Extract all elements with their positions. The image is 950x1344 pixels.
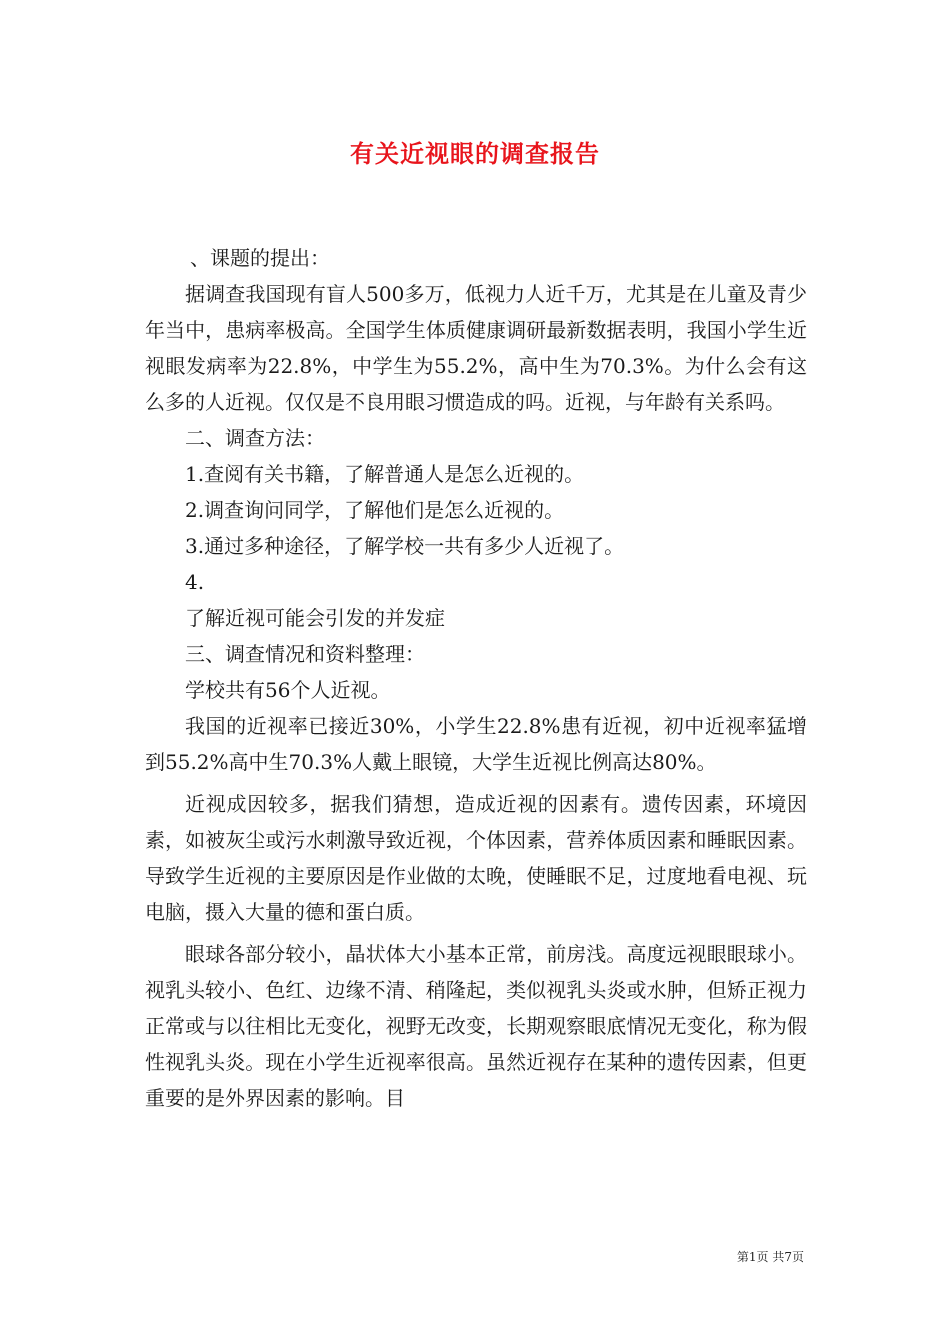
section-heading-1: 、课题的提出： [190,246,330,270]
method-item-2: 2.调查询问同学，了解他们是怎么近视的。 [185,498,565,522]
method-item-4-number: 4. [185,570,205,594]
section-heading-2: 二、调查方法： [185,426,325,450]
paragraph-causes: 近视成因较多，据我们猜想，造成近视的因素有。遗传因素，环境因素，如被灰尘或污水刺激导致近视，个体因素，营养体质因素和睡眠因素。导致学生近视的主要原因是作业做的太晚，使睡眠不足，过度地看电视、玩电脑，摄入大量的德和蛋白质。 [145,792,807,924]
paragraph-school-count: 学校共有56个人近视。 [185,678,391,702]
method-item-4-text: 了解近视可能会引发的并发症 [185,606,445,630]
section-heading-3: 三、调查情况和资料整理： [185,642,425,666]
paragraph-eyeball: 眼球各部分较小，晶状体大小基本正常，前房浅。高度远视眼眼球小。视乳头较小、色红、边缘不清、稍隆起，类似视乳头炎或水肿，但矫正视力正常或与以往相比无变化，视野无改变，长期观察眼底情况无变化，称为假性视乳头炎。现在小学生近视率很高。虽然近视存在某种的遗传因素，但更重要的是外界因素的影响。目 [145,942,807,1110]
method-item-1: 1.查阅有关书籍，了解普通人是怎么近视的。 [185,462,585,486]
page-number: 第1页 共7页 [736,1250,804,1264]
document-body [145,240,807,1116]
paragraph-national-rate: 我国的近视率已接近30%，小学生22.8%患有近视，初中近视率猛增到55.2%高中生70.3%人戴上眼镜，大学生近视比例高达80%。 [145,714,807,774]
document-title: 有关近视眼的调查报告 [350,139,600,168]
method-item-3: 3.通过多种途径，了解学校一共有多少人近视了。 [185,534,625,558]
paragraph-background: 据调查我国现有盲人500多万，低视力人近千万，尤其是在儿童及青少年当中，患病率极高。全国学生体质健康调研最新数据表明，我国小学生近视眼发病率为22.8%，中学生为55.2%，高中生为70.3%。为什么会有这么多的人近视。仅仅是不良用眼习惯造成的吗。近视，与年龄有关系吗。 [145,282,807,414]
